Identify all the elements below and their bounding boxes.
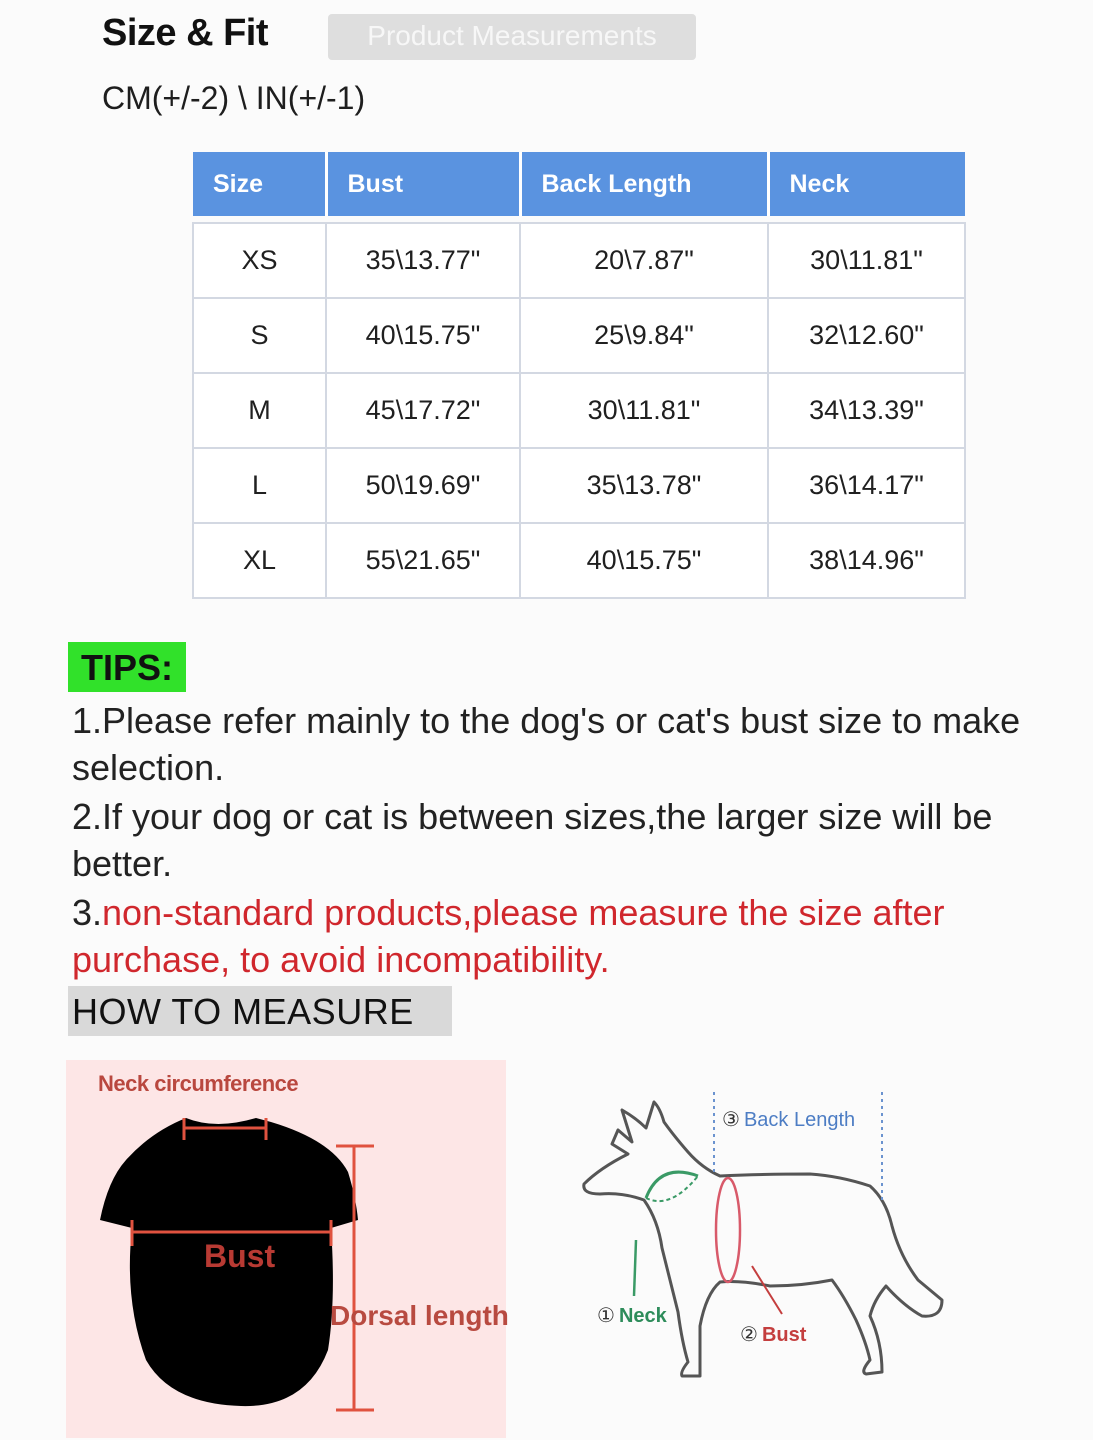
neck-circumference-label: Neck circumference [98,1071,299,1096]
bust-cell: 55\21.65" [326,523,520,598]
dog-bust-label [740,1322,806,1347]
page-title: Size & Fit [102,12,269,54]
back-length-cell: 35\13.78" [520,448,768,523]
neck-cell: 34\13.39" [768,373,965,448]
shirt-bust-label: Bust [204,1238,276,1274]
table-row [193,523,965,598]
tip-2: 2.If your dog or cat is between sizes,the larger size will be better. [72,796,993,884]
back-length-cell: 20\7.87" [520,223,768,298]
dorsal-length-label: Dorsal length [330,1300,509,1331]
tip-3-text: non-standard products,please measure the size after purchase, to avoid incompatibility. [72,892,945,980]
dog-neck-label [597,1303,667,1328]
column-header-neck: Neck [768,152,965,216]
neck-cell: 38\14.96" [768,523,965,598]
tips-badge: TIPS: [68,642,186,692]
units-note: CM(+/-2) \ IN(+/-1) [102,80,366,116]
column-header-bust: Bust [326,152,520,216]
size-cell: XL [193,523,326,598]
shirt-illustration [66,1060,506,1438]
size-cell: S [193,298,326,373]
back-length-number: ③ [722,1109,740,1131]
neck-text: Neck [618,1305,667,1327]
back-length-cell: 25\9.84" [520,298,768,373]
neck-cell: 30\11.81" [768,223,965,298]
size-cell: XS [193,223,326,298]
back-length-text: Back Length [743,1109,856,1131]
back-length-cell: 40\15.75" [520,523,768,598]
tip-3 [72,889,1072,983]
bust-text: Bust [761,1324,807,1346]
size-cell: M [193,373,326,448]
table-row [193,298,965,373]
neck-cell: 32\12.60" [768,298,965,373]
product-measurements-tab[interactable]: Product Measurements [328,14,696,60]
table-header-row [193,152,965,216]
how-to-measure-heading: HOW TO MEASURE [68,986,452,1036]
bust-cell: 35\13.77" [326,223,520,298]
tip-1: 1.Please refer mainly to the dog's or cat's bust size to make selection. [72,700,1021,788]
back-length-cell: 30\11.81" [520,373,768,448]
bust-cell: 40\15.75" [326,298,520,373]
bust-cell: 50\19.69" [326,448,520,523]
table-row [193,373,965,448]
bust-cell: 45\17.72" [326,373,520,448]
size-cell: L [193,448,326,523]
tip-3-number: 3. [72,892,103,933]
neck-number: ① [597,1305,615,1327]
bust-number: ② [740,1324,758,1346]
table-row [193,223,965,298]
column-header-size: Size [193,152,326,216]
neck-cell: 36\14.17" [768,448,965,523]
table-row [193,448,965,523]
size-table [192,152,966,599]
column-header-back-length: Back Length [520,152,768,216]
back-length-label [722,1107,855,1132]
